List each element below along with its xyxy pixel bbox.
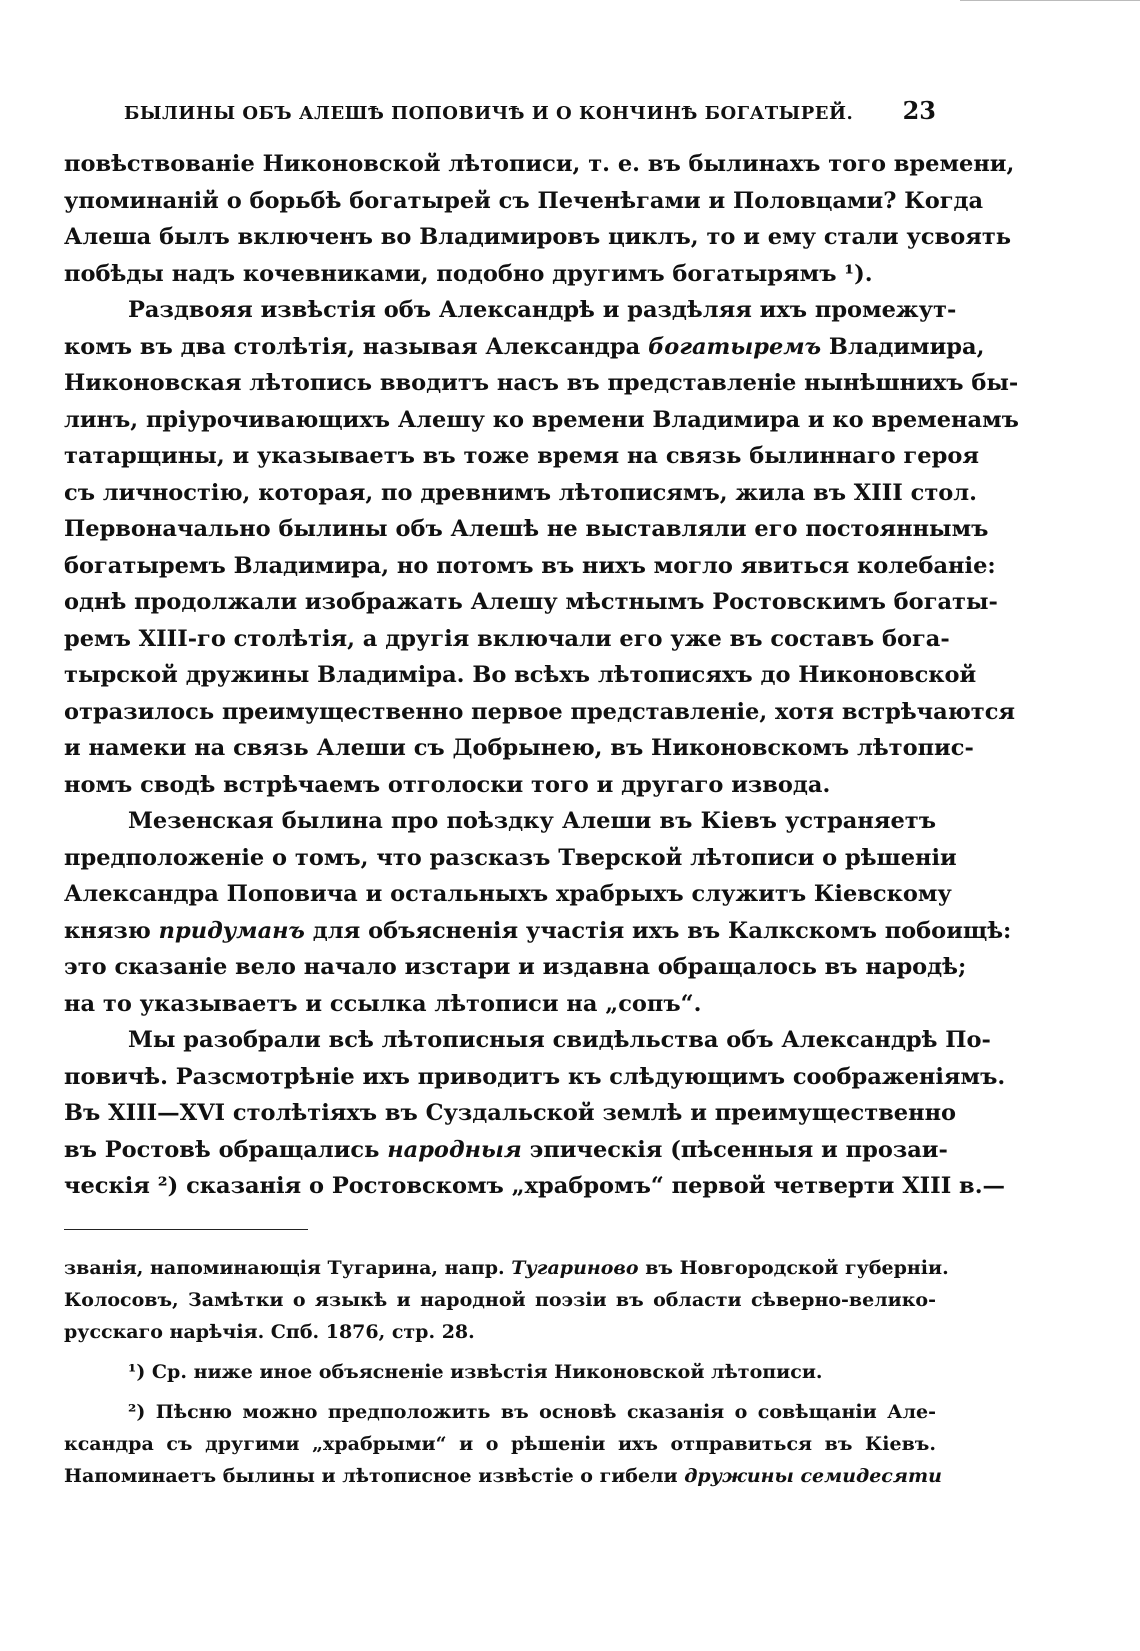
- text-line: Никоновская лѣтопись вводитъ насъ въ представленіе нынѣшнихъ бы-: [64, 370, 1019, 396]
- text-line: Александра Поповича и остальныхъ храбрыхъ служитъ Кіевскому: [64, 881, 952, 907]
- text-line: ческія ²) сказанія о Ростовскомъ „храбромъ“ первой четверти XIII в.—: [64, 1173, 1006, 1199]
- text-line: съ личностію, которая, по древнимъ лѣтописямъ, жила въ XIII стол.: [64, 479, 978, 506]
- footnotes: [64, 1252, 949, 1492]
- italic-term: Тугариново: [511, 1256, 639, 1279]
- text-line: въ Ростовѣ обращались народныя эпическія (пѣсенныя и прозаи-: [64, 1136, 948, 1163]
- text-line: Раздвояя извѣстія объ Александрѣ и раздѣляя ихъ промежут-: [128, 297, 957, 323]
- text-line: отразилось преимущественно первое представленіе, хотя встрѣчаются: [64, 698, 1016, 725]
- italic-term: богатыремъ: [648, 333, 822, 360]
- text-line: Мы разобрали всѣ лѣтописныя свидѣльства объ Александрѣ По-: [128, 1027, 991, 1053]
- text-line: упоминаній о борьбѣ богатырей съ Печенѣгами и Половцами? Когда: [64, 187, 984, 214]
- text-line: номъ сводѣ встрѣчаемъ отголоски того и другаго извода.: [64, 771, 831, 798]
- text-line: татарщины, и указываетъ въ тоже время на связь былиннаго героя: [64, 443, 979, 469]
- book-page: [64, 96, 1019, 1492]
- footnote-line: званія, напоминающія Тугарина, напр. Тугариново въ Новгородской губерніи.: [64, 1256, 949, 1279]
- footnote-line: Напоминаетъ былины и лѣтописное извѣстіе о гибели дружины семидесяти: [64, 1464, 942, 1487]
- text-line: повѣствованіе Никоновской лѣтописи, т. е. въ былинахъ того времени,: [64, 151, 1015, 177]
- footnote-line: русскаго нарѣчія. Спб. 1876, стр. 28.: [64, 1320, 475, 1343]
- text-line: Первоначально былины объ Алешѣ не выставляли его постояннымъ: [64, 516, 989, 542]
- page-number: 23: [902, 96, 936, 125]
- footnote-divider: [64, 1229, 308, 1230]
- scan-edge-line: [960, 0, 1140, 1]
- text-line: и намеки на связь Алеши съ Добрынею, въ Никоновскомъ лѣтопис-: [64, 735, 974, 761]
- footnote-line: Колосовъ, Замѣтки о языкѣ и народной поэзіи въ области сѣверно-велико-: [64, 1288, 936, 1311]
- text-line: тырской дружины Владиміра. Во всѣхъ лѣтописяхъ до Никоновской: [64, 662, 977, 688]
- text-line: линъ, пріурочивающихъ Алешу ко времени Владимира и ко временамъ: [64, 406, 1019, 433]
- text-line: комъ въ два столѣтія, называя Александра богатыремъ Владимира,: [64, 333, 985, 360]
- text-line: на то указываетъ и ссылка лѣтописи на „сопъ“.: [64, 990, 702, 1017]
- footnote-1: ¹) Ср. ниже иное объясненіе извѣстія Никоновской лѣтописи.: [128, 1360, 823, 1383]
- running-title: БЫЛИНЫ ОБЪ АЛЕШѢ ПОПОВИЧѢ И О КОНЧИНѢ БОГАТЫРЕЙ.: [124, 103, 854, 124]
- footnote-2: ²) Пѣсню можно предположить въ основѣ сказанія о совѣщаніи Але-: [128, 1400, 936, 1423]
- text-line: князю придуманъ для объясненія участія ихъ въ Калкскомъ побоищѣ:: [64, 917, 1012, 944]
- text-line: однѣ продолжали изображать Алешу мѣстнымъ Ростовскимъ богаты-: [64, 589, 998, 615]
- text-line: Въ XIII—XVI столѣтіяхъ въ Суздальской землѣ и преимущественно: [64, 1100, 957, 1126]
- text-line: Алеша былъ включенъ во Владимировъ циклъ, то и ему стали усвоять: [64, 224, 1012, 250]
- text-line: повичѣ. Разсмотрѣніе ихъ приводитъ къ слѣдующимъ соображеніямъ.: [64, 1063, 1006, 1090]
- text-line: Мезенская былина про поѣздку Алеши въ Кіевъ устраняетъ: [128, 808, 936, 834]
- footnote-line: ксандра съ другими „храбрыми“ и о рѣшеніи ихъ отправиться въ Кіевъ.: [64, 1432, 936, 1455]
- text-line: ремъ XIII-го столѣтія, а другія включали его уже въ составъ бога-: [64, 625, 950, 652]
- body-text: [64, 146, 1019, 1205]
- text-line: предположеніе о томъ, что разсказъ Тверской лѣтописи о рѣшеніи: [64, 844, 957, 871]
- italic-term: народныя: [387, 1136, 522, 1163]
- italic-term: придуманъ: [158, 917, 305, 944]
- running-head: [64, 96, 936, 146]
- text-line: богатыремъ Владимира, но потомъ въ нихъ могло явиться колебаніе:: [64, 552, 996, 579]
- text-line: это сказаніе вело начало изстари и издавна обращалось въ народѣ;: [64, 954, 967, 980]
- text-line: побѣды надъ кочевниками, подобно другимъ богатырямъ ¹).: [64, 260, 873, 287]
- italic-term: дружины семидесяти: [684, 1464, 942, 1487]
